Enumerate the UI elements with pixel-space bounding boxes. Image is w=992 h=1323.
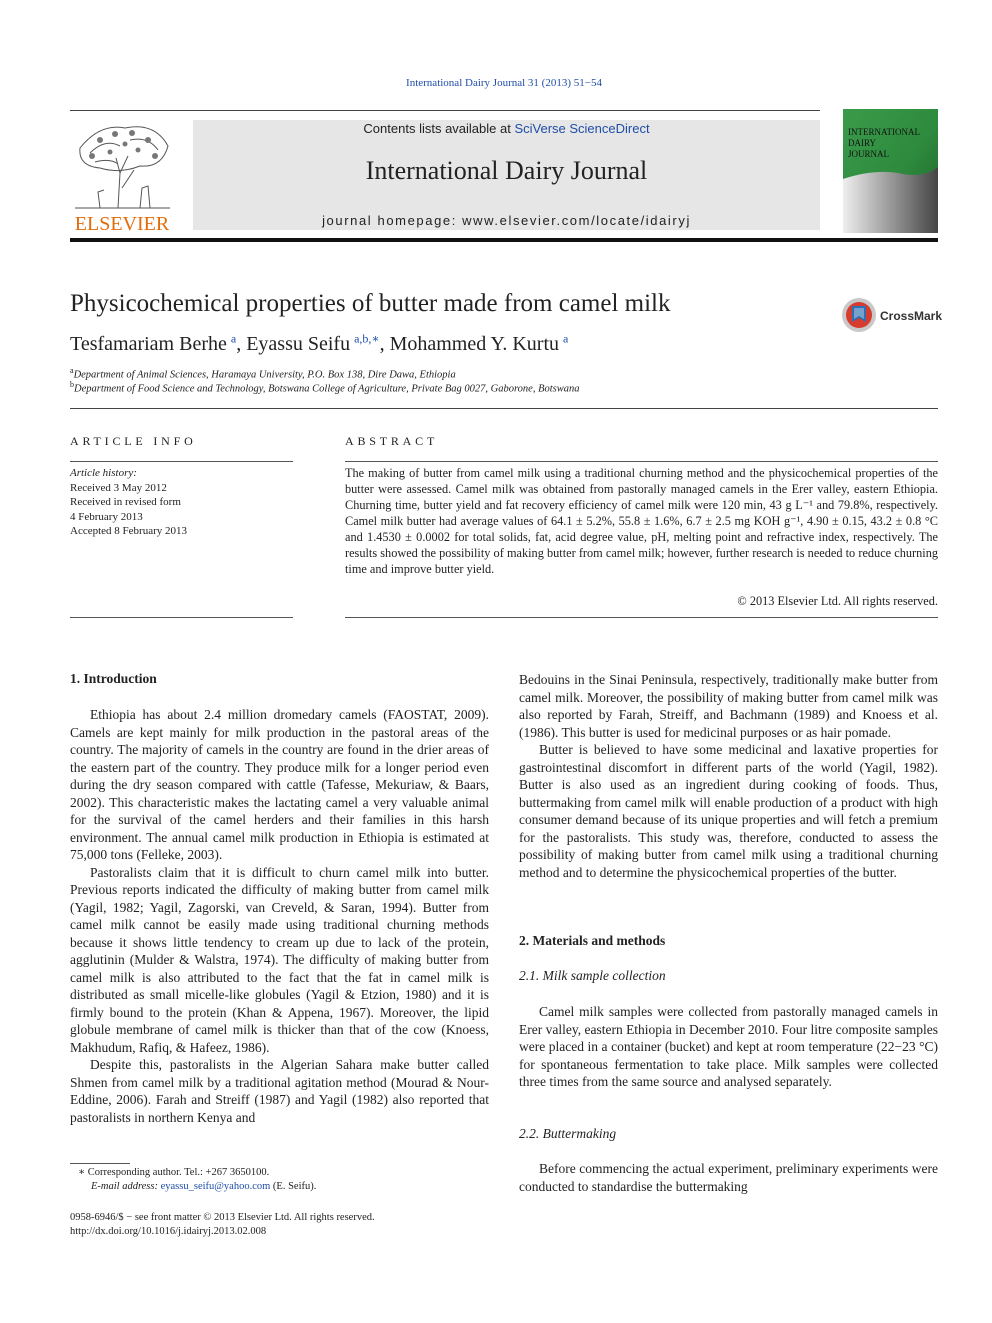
journal-homepage[interactable]: journal homepage: www.elsevier.com/locate/idairyj — [322, 213, 691, 228]
header-top-rule — [70, 110, 820, 111]
author-name[interactable]: Eyassu Seifu — [246, 333, 351, 355]
cover-title-line-1: INTERNATIONAL — [848, 127, 920, 137]
abstract-heading: ABSTRACT — [345, 434, 439, 448]
history-entry: 4 February 2013 — [70, 510, 143, 523]
right-column-section-2-2 — [519, 1160, 938, 1195]
title-block-rule — [70, 408, 938, 409]
left-column — [70, 706, 489, 1126]
corresponding-author-note: ∗ Corresponding author. Tel.: +267 3650100. — [78, 1167, 270, 1178]
elsevier-wordmark: ELSEVIER — [74, 213, 170, 235]
right-column-section-2-1 — [519, 1003, 938, 1091]
introduction-heading: 1. Introduction — [70, 671, 157, 686]
article-title: Physicochemical properties of butter made from camel milk — [70, 290, 671, 317]
email-note — [91, 1181, 316, 1192]
cover-title-line-2: DAIRY — [848, 138, 877, 148]
contents-prefix: Contents lists available at — [363, 121, 515, 136]
history-entry: Accepted 8 February 2013 — [70, 525, 187, 537]
article-info-heading: ARTICLE INFO — [70, 434, 197, 448]
abstract-rule — [345, 461, 938, 462]
subsection-heading: 2.2. Buttermaking — [519, 1126, 617, 1141]
issn-line: 0958-6946/$ − see front matter © 2013 Elsevier Ltd. All rights reserved. — [70, 1212, 375, 1223]
history-label: Article history: — [70, 467, 137, 479]
abstract-copyright: © 2013 Elsevier Ltd. All rights reserved. — [737, 594, 938, 608]
author-name[interactable]: Mohammed Y. Kurtu — [389, 333, 560, 355]
body-paragraph: Camel milk samples were collected from pastorally managed camels in Erer valley, eastern Ethiopia in December 2010. Four litre composite samples were placed in a container (bucket) and kept at room temperature (22−23 °C) for spontaneous fermentation to take place. Milk samples were collected three times from the same source and analysed separately. — [519, 1004, 938, 1089]
methods-heading: 2. Materials and methods — [519, 933, 666, 948]
body-paragraph: Bedouins in the Sinai Peninsula, respectively, traditionally make butter from camel milk. Moreover, the possibility of making butter from camel milk was also reported by Farah, Streiff, and Bachmann (1989) and Knoess et al. (1986). This butter is used for medicinal purposes or as hair pomade. — [519, 672, 938, 740]
affiliation-text: Department of Animal Sciences, Haramaya University, P.O. Box 138, Dire Dawa, Ethiopia — [73, 369, 456, 381]
article-info-rule — [70, 461, 293, 462]
footnote-rule — [70, 1163, 130, 1164]
subsection-heading: 2.1. Milk sample collection — [519, 968, 666, 983]
affiliation-mark: a — [70, 366, 74, 375]
author-affiliation-mark[interactable]: a — [563, 331, 569, 346]
abstract-text: The making of butter from camel milk using a traditional churning method and the physicochemical properties of the butter were assessed. Camel milk was obtained from pastorally managed camels in the Erer valley, eastern Ethiopia. Churning time, butter yield and fat recovery efficiency of camel milk were 120 min, 43 g L⁻¹ and 79.8%, respectively. Camel milk butter had average values of 64.1 ± 5.2%, 55.8 ± 1.6%, 6.7 ± 2.5 mg KOH g⁻¹, 4.90 ± 0.15, 43.2 ± 0.8 °C and 1.4530 ± 0.0002 for total solids, fat, acid degree value, pH, melting point and refractive index, respectively. The results showed the possibility of making butter from camel milk; however, further research is needed to reduce churning time and improve butter yield. — [345, 466, 938, 576]
body-paragraph: Despite this, pastoralists in the Algerian Sahara make butter called Shmen from camel milk by a traditional agitation method (Mourad & Nour-Eddine, 2006). Farah and Streiff (1987) and Yagil (1982) also reported that pastoralists in northern Kenya and — [70, 1057, 489, 1125]
affiliation-text: Department of Food Science and Technology, Botswana College of Agriculture, Private Bag 0027, Gaborone, Botswana — [74, 383, 580, 395]
author-affiliation-mark[interactable]: a,b,∗ — [354, 331, 380, 346]
history-entry: Received in revised form — [70, 496, 181, 508]
cover-title-line-3: JOURNAL — [848, 149, 890, 159]
journal-reference[interactable]: International Dairy Journal 31 (2013) 51−54 — [406, 77, 602, 89]
right-column-top — [519, 671, 938, 881]
email-suffix: (E. Seifu). — [270, 1181, 317, 1192]
author-name[interactable]: Tesfamariam Berhe — [70, 333, 227, 355]
header-bottom-rule — [70, 238, 938, 242]
sciencedirect-link[interactable]: SciVerse ScienceDirect — [514, 121, 650, 136]
email-link[interactable]: eyassu_seifu@yahoo.com — [160, 1181, 271, 1192]
elsevier-logo — [70, 118, 175, 236]
author-affiliation-mark[interactable]: a — [230, 331, 237, 346]
doi-link[interactable]: http://dx.doi.org/10.1016/j.idairyj.2013.02.008 — [70, 1226, 267, 1237]
body-paragraph: Ethiopia has about 2.4 million dromedary camels (FAOSTAT, 2009). Camels are kept mainly for milk production in the pastoral areas of the country. The majority of camels in the country are found in the drier areas of the eastern part of the country. They produce milk for a longer period even during the dry season compared with cattle (Tafesse, Mekuriaw, & Baars, 2002). This characteristic makes the lactating camel a very valuable animal for the survival of the camel herders and their families in this harsh environment. The annual camel milk production in Ethiopia is estimated at 75,000 tons (Felleke, 2003). — [70, 707, 489, 862]
body-paragraph: Before commencing the actual experiment, preliminary experiments were conducted to standardise the buttermaking — [519, 1161, 938, 1194]
article-info-bottom-rule — [70, 617, 293, 618]
crossmark-label[interactable]: CrossMark — [880, 309, 943, 323]
affiliation — [70, 366, 456, 381]
journal-cover-thumbnail — [843, 109, 938, 233]
affiliation — [70, 380, 580, 395]
body-paragraph: Pastoralists claim that it is difficult to churn camel milk into butter. Previous reports indicated the difficulty of making butter from camel milk (Yagil, 1982; Yagil, Zagorski, van Creveld, & Saran, 1994). Butter from camel milk cannot be easily made using traditional churning methods because it shows little tendency to cream up due to lack of the protein, agglutinin (Mulder & Walstra, 1974). The difficulty of making butter from camel milk is also attributed to the fact that the fat in camel milk is distributed as small micelle-like globules (Yagil & Etzion, 1980) and it is firmly bound to the protein (Khan & Appena, 1967). Moreover, the lipid globule membrane of camel milk is thicker than that of the cow (Knoess, Makhudum, Rafiq, & Hafeez, 1986). — [70, 864, 489, 1055]
article-history — [70, 466, 300, 539]
abstract-bottom-rule — [345, 617, 938, 618]
author-list: Tesfamariam Berhe $^a$, Eyassu Seifu $^{a,b,∗}$, Mohammed Y. Kurtu $^a$ — [70, 331, 569, 355]
contents-line — [193, 121, 820, 136]
email-label: E-mail address: — [91, 1181, 161, 1192]
body-paragraph: Butter is believed to have some medicinal and laxative properties for gastrointestinal discomfort in different parts of the world (Yagil, 1982). Butter is also used as an ingredient during cooking of foods. Thus, buttermaking from camel milk will enable production of a product with high consumer demand because of its unique properties and will fetch a premium for the pastoralists. This study was, therefore, conducted to assess the possibility of making butter from camel milk using a traditional churning method and to determine the physicochemical properties of the butter. — [519, 742, 938, 880]
crossmark-icon — [841, 296, 881, 336]
affiliation-mark: b — [70, 380, 74, 389]
journal-title: International Dairy Journal — [365, 156, 648, 185]
history-entry: Received 3 May 2012 — [70, 481, 167, 494]
